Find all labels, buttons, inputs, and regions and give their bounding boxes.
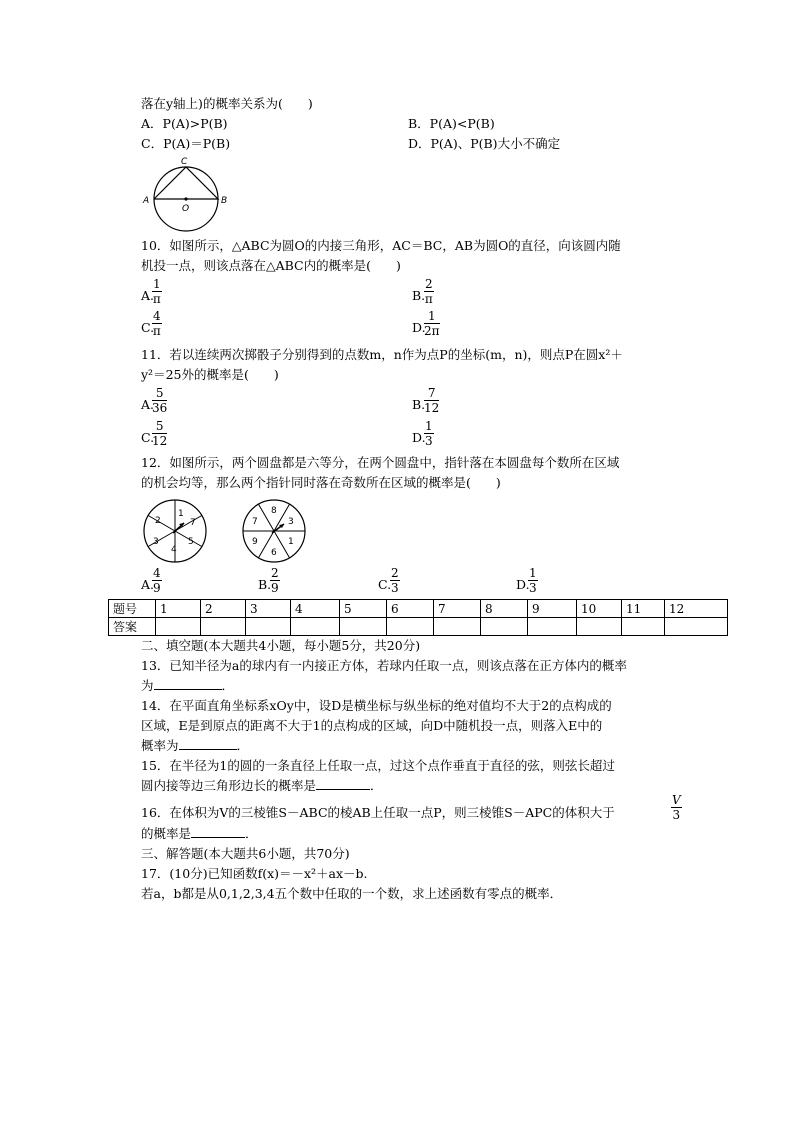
disc1-number: 2 [155,516,161,526]
q17-line1: 17．(10分)已知函数f(x)＝－x²＋ax－b. [141,866,368,881]
spinner-disc-1 [140,498,212,564]
q10-b-label: B. [412,288,426,303]
spinner-disc-2 [240,498,312,564]
circle-triangle-figure [140,154,240,234]
disc1-number: 3 [153,537,159,547]
disc2-number: 7 [252,517,258,527]
question-number-cell: 9 [528,600,577,618]
q14-line3: 概率为 ． [141,738,250,753]
q9-option-a: A．P(A)>P(B) [141,116,228,131]
q16-line2: 的概率是 ． [141,826,258,841]
q12-d-label: D. [516,577,530,592]
question-number-cell: 8 [481,600,528,618]
q15-answer-blank[interactable] [316,789,370,790]
answer-cell[interactable] [665,618,728,636]
q14-line2: 区域，E是到原点的距离不大于1的点构成的区域，向D中随机投一点，则落入E中的 [141,718,603,733]
disc2-number: 6 [271,548,277,558]
q9-option-c: C．P(A)＝P(B) [141,136,231,151]
q12-c-fraction: 2 3 [391,566,399,595]
q11-a-label: A. [141,397,155,412]
question-number-cell: 12 [665,600,728,618]
q15-line1: 15．在半径为1的圆的一条直径上任取一点，过这个点作垂直于直径的弦，则弦长超过 [141,758,615,773]
answer-cell[interactable] [481,618,528,636]
q11-b-fraction: 7 12 [424,386,440,415]
question-number-cell: 11 [622,600,665,618]
q14-line1: 14．在平面直角坐标系xOy中，设D是横坐标与纵坐标的绝对值均不大于2的点构成的 [141,698,612,713]
q10-a-fraction: 1 π [152,277,161,306]
q12-line2: 的机会均等，那么两个指针同时落在奇数所在区域的概率是( ) [141,475,501,490]
question-number-cell: 7 [434,600,481,618]
q16-line1: 16．在体积为V的三棱锥S－ABC的棱AB上任取一点P，则三棱锥S－APC的体积大于 [141,805,615,820]
question-number-cell: 4 [291,600,340,618]
answer-cell[interactable] [246,618,291,636]
q10-c-label: C. [141,320,155,335]
q16-answer-blank[interactable] [191,837,245,838]
question-number-cell: 2 [201,600,246,618]
disc2-number: 8 [271,506,277,516]
q17-line2: 若a，b都是从0,1,2,3,4五个数中任取的一个数，求上述函数有零点的概率． [141,886,563,901]
q11-b-label: B. [412,397,426,412]
q9-option-d: D．P(A)、P(B)大小不确定 [408,136,561,151]
q11-c-label: C. [141,430,155,445]
disc1-number: 4 [171,545,177,555]
question-number-cell: 3 [246,600,291,618]
q11-d-fraction: 1 3 [425,419,433,448]
disc1-number: 7 [190,518,196,528]
disc1-number: 1 [178,509,184,519]
q15-line2: 圆内接等边三角形边长的概率是 ． [141,778,383,793]
label-c: C [181,157,188,167]
q10-a-label: A. [141,288,155,303]
disc1-number: 5 [188,537,194,547]
q10-line2: 机投一点，则该点落在△ABC内的概率是( ) [141,258,401,273]
q12-line1: 12．如图所示，两个圆盘都是六等分，在两个圆盘中，指针落在本圆盘每个数所在区域 [141,455,620,470]
triangle-abc [154,167,218,199]
label-o: O [182,204,190,214]
q10-b-fraction: 2 π [424,277,433,306]
answer-cell[interactable] [577,618,622,636]
answer-cell[interactable] [387,618,434,636]
label-b: B [221,196,228,206]
disc2-number: 1 [288,537,294,547]
question-number-cell: 10 [577,600,622,618]
q16-fraction: V 3 [672,793,681,822]
disc2-number: 9 [252,537,258,547]
q14-answer-blank[interactable] [179,749,237,750]
table-row [109,618,728,636]
q10-c-fraction: 4 π [152,309,161,338]
question-number-cell: 5 [340,600,387,618]
q12-a-fraction: 4 9 [153,566,161,595]
q10-d-label: D. [412,320,426,335]
answer-cell[interactable] [622,618,665,636]
label-a: A [143,196,150,206]
q9-stem-tail: 落在y轴上)的概率关系为( ) [141,96,313,111]
q12-b-label: B. [258,577,272,592]
answer-cell[interactable] [201,618,246,636]
section2-heading: 二、填空题(本大题共4小题，每小题5分，共20分) [141,638,421,653]
answer-cell[interactable] [340,618,387,636]
table-header-cell: 答案 [109,618,156,636]
q11-line1: 11．若以连续两次掷骰子分别得到的点数m，n作为点P的坐标(m，n)，则点P在圆x²＋ [141,347,623,362]
q13-answer-blank[interactable] [154,689,222,690]
q11-line2: y²＝25外的概率是( ) [141,367,279,382]
q11-c-fraction: 5 12 [152,419,168,448]
table-row [109,600,728,618]
answer-table [108,599,728,636]
answer-cell[interactable] [291,618,340,636]
q10-d-fraction: 1 2π [424,309,440,338]
q12-a-label: A. [141,577,155,592]
q12-b-fraction: 2 9 [271,566,279,595]
q12-d-fraction: 1 3 [529,566,537,595]
q13-line1: 13．已知半径为a的球内有一内接正方体，若球内任取一点，则该点落在正方体内的概率 [141,658,627,673]
q11-d-label: D. [412,430,426,445]
table-header-cell: 题号 [109,600,156,618]
answer-cell[interactable] [528,618,577,636]
answer-cell[interactable] [156,618,201,636]
question-number-cell: 6 [387,600,434,618]
answer-cell[interactable] [434,618,481,636]
center-point [184,197,187,200]
q9-option-b: B．P(A)<P(B) [408,116,495,131]
question-number-cell: 1 [156,600,201,618]
disc2-number: 3 [288,517,294,527]
q11-a-fraction: 5 36 [152,386,168,415]
q10-line1: 10．如图所示，△ABC为圆O的内接三角形，AC＝BC，AB为圆O的直径，向该圆内随 [141,238,621,253]
section3-heading: 三、解答题(本大题共6小题，共70分) [141,846,350,861]
q13-line2: 为 ． [141,678,235,693]
q12-c-label: C. [378,577,392,592]
